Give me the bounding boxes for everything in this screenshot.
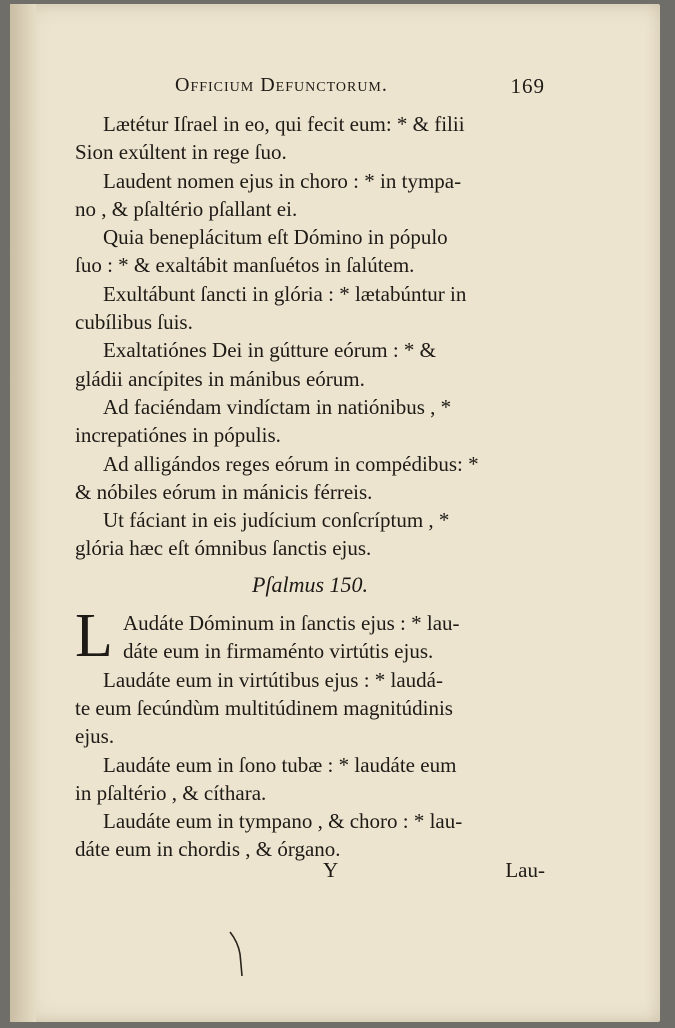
verse-line: Ad faciéndam vindíctam in natiónibus , *: [103, 394, 452, 419]
verse-line: gládii ancípites in mánibus eórum.: [75, 366, 365, 391]
verse-line: Ut fáciant in eis judícium conſcríptum , *: [103, 508, 450, 533]
verse-line: no , & pſaltério pſallant ei.: [75, 196, 298, 221]
verse-line: Exultábunt ſancti in glória : * lætabúntur in: [103, 281, 467, 306]
verse-line: Laudent nomen ejus in choro : * in tympa-: [103, 168, 462, 193]
page-footer: [75, 858, 545, 886]
verses-section: [75, 110, 545, 563]
psalm-title: Pſalmus 150.: [251, 571, 369, 597]
verse-line: Sion exúltent in rege ſuo.: [75, 140, 287, 165]
book-gutter: [10, 4, 36, 1022]
verse-line: ſuo : * & exaltábit manſuétos in ſalútem.: [75, 253, 415, 278]
psalm-verses: [75, 666, 545, 864]
page-number: 169: [510, 74, 545, 98]
verse-line: Laudáte eum in virtútibus ejus : * laudá-: [103, 667, 443, 692]
verse-line: glória hæc eſt ómnibus ſanctis ejus.: [75, 536, 372, 561]
verse-line: te eum ſecúndùm multitúdinem magnitúdinis: [75, 695, 453, 720]
verse-line: Laudáte eum in tympano , & choro : * lau-: [103, 809, 463, 834]
running-header: [175, 74, 545, 102]
verse-line: Ad alligándos reges eórum in compédibus: *: [103, 451, 479, 476]
verse-line: increpatiónes in pópulis.: [75, 423, 281, 448]
verse-line: in pſaltério , & cíthara.: [75, 780, 267, 805]
ink-mark: [228, 930, 248, 980]
verse-line: Exaltatiónes Dei in gútture eórum : * &: [103, 338, 437, 363]
body-text: [75, 110, 545, 864]
signature-mark: Y: [323, 858, 339, 882]
verse-line: Lætétur Iſrael in eo, qui fecit eum: * & filii: [103, 112, 465, 136]
verse-line: Audáte Dóminum in ſanctis ejus : * lau-: [123, 611, 460, 636]
psalm-first-verse: [75, 602, 545, 671]
header-title: Officium Defunctorum.: [175, 74, 388, 96]
drop-cap: L: [75, 602, 113, 671]
verse-line: Quia beneplácitum eſt Dómino in pópulo: [103, 225, 448, 250]
verse-line: dáte eum in firmaménto virtútis ejus.: [123, 639, 434, 664]
verse-line: ejus.: [75, 724, 115, 749]
verse-line: dáte eum in chordis , & órgano.: [75, 837, 341, 862]
verse-line: cubílibus ſuis.: [75, 310, 193, 335]
verse-line: & nóbiles eórum in mánicis férreis.: [75, 479, 373, 504]
verse-line: Laudáte eum in ſono tubæ : * laudáte eum: [103, 752, 457, 777]
catchword: Lau-: [505, 858, 545, 882]
